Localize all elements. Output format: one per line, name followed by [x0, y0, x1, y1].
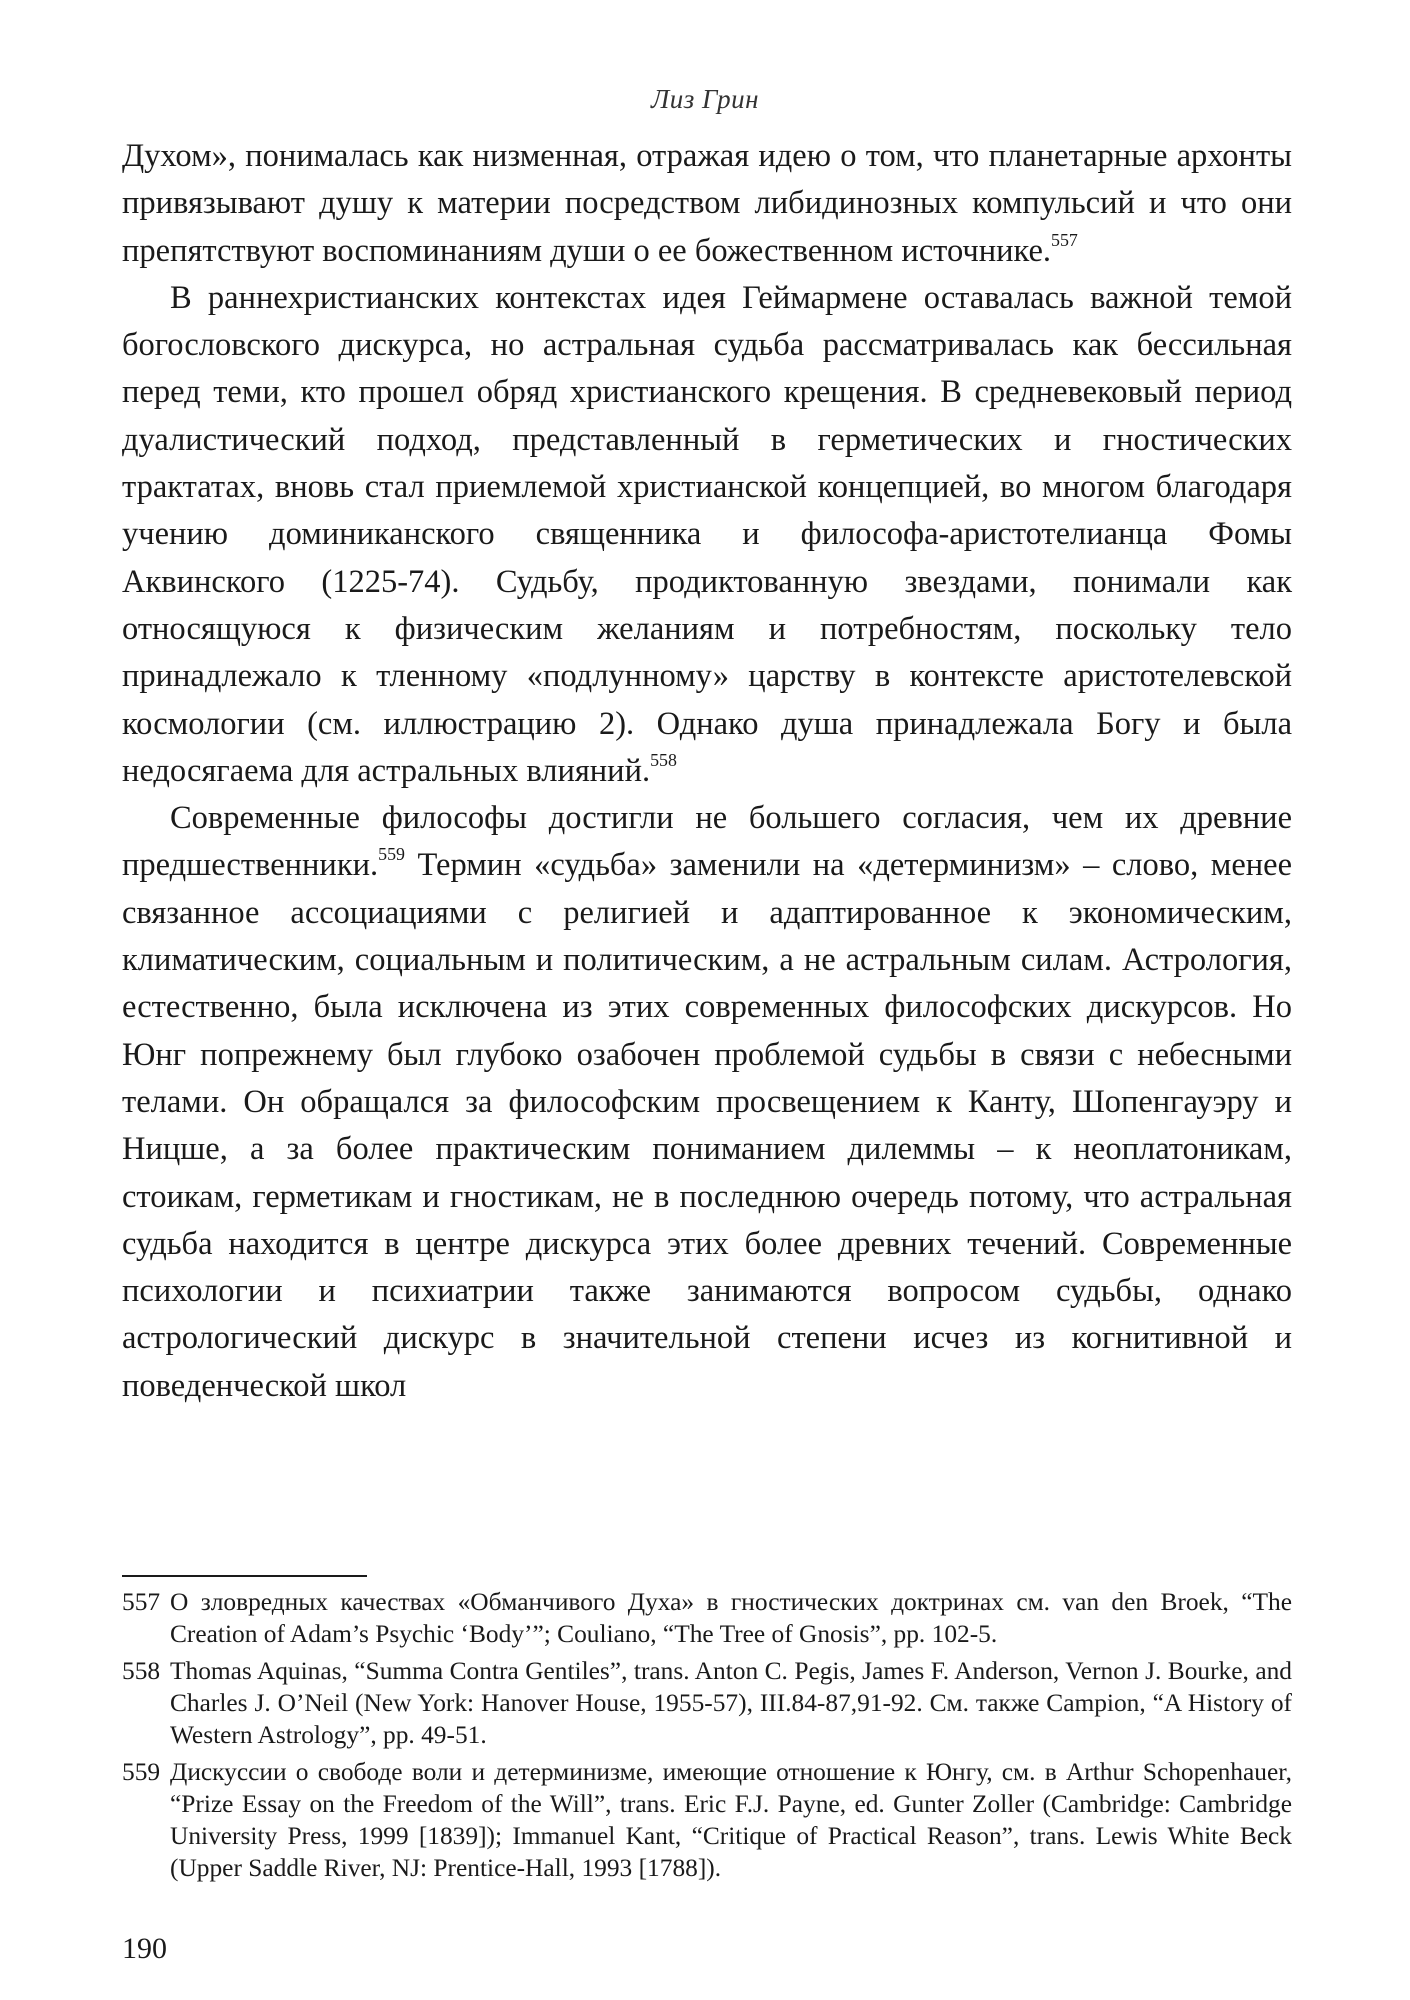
footnote-text: О зловредных качествах «Обманчивого Духа» в гностических доктринах см. van den Broek, “The Creation of Adam’s Psychic ‘Body’”; Couliano, “The Tree of Gnosis”, pp. 102-5. — [170, 1588, 1292, 1648]
footnote-ref-557[interactable]: 557 — [1051, 229, 1078, 250]
footnotes — [122, 1586, 1292, 1889]
paragraph-text: В раннехристианских контекстах идея Геймармене оставалась важной темой богословского дискурса, но астральная судьба рассматривалась как бессильная перед теми, кто прошел обряд христианского крещения. В средневековый период дуалистический подход, представленный в герметических и гностических трактатах, вновь стал приемлемой христианской концепцией, во многом благодаря учению доминиканского священника и философа-аристотелианца Фомы Аквинского (1225-74). Судьбу, продиктованную звездами, понимали как относящуюся к физическим желаниям и потребностям, поскольку тело принадлежало к тленному «подлунному» царству в контексте аристотелевской космологии (см. иллюстрацию 2). Однако душа принадлежала Богу и была недосягаема для астральных влияний. — [122, 279, 1292, 789]
footnote-text: Дискуссии о свободе воли и детерминизме, имеющие отношение к Юнгу, см. в Arthur Schopenhauer, “Prize Essay on the Freedom of the Will”, trans. Eric F.J. Payne, ed. Gunter Zoller (Cambridge: Cambridge University Press, 1999 [1839]); Immanuel Kant, “Critique of Practical Reason”, trans. Lewis White Beck (Upper Saddle River, NJ: Prentice-Hall, 1993 [1788]). — [170, 1758, 1292, 1882]
paragraph-text: Духом», понималась как низменная, отражая идею о том, что планетарные архонты привязывают душу к материи посредством либидинозных компульсий и что они препятствуют воспоминаниям души о ее божественном источнике. — [122, 138, 1292, 269]
footnote-text: Thomas Aquinas, “Summa Contra Gentiles”, trans. Anton C. Pegis, James F. Anderson, Vernon J. Bourke, and Charles J. O’Neil (New York: Hanover House, 1955-57), III.84-87,91-92. См. также Campion, “A History of Western Astrology”, pp. 49-51. — [170, 1657, 1292, 1749]
footnote-ref-559[interactable]: 559 — [378, 844, 405, 865]
footnote-separator — [122, 1575, 367, 1577]
footnote-number: 558 — [122, 1657, 161, 1685]
paragraph-text: Современные философы достигли не большего согласия, чем их древние предшественники. — [122, 800, 1292, 884]
paragraph-3 — [122, 795, 1292, 1410]
footnote-559 — [122, 1756, 1292, 1884]
paragraph-2 — [122, 275, 1292, 795]
paragraph-text: Термин «судьба» заменили на «детерминизм» – слово, менее связанное ассоциациями с религией и адаптированное к экономическим, климатическим, социальным и политическим, а не астральным силам. Астрология, естественно, была исключена из этих современных философских дискурсов. Но Юнг попрежнему был глубоко озабочен проблемой судьбы в связи с небесными телами. Он обращался за философским просвещением к Канту, Шопенгауэру и Ницше, а за более практическим пониманием дилеммы – к неоплатоникам, стоикам, герметикам и гностикам, не в последнюю очередь потому, что астральная судьба находится в центре дискурса этих более древних течений. Современные психологии и психиатрии также занимаются вопросом судьбы, однако астрологический дискурс в значительной степени исчез из когнитивной и поведенческой школ — [122, 847, 1292, 1404]
footnote-number: 557 — [122, 1588, 161, 1616]
page-number: 190 — [122, 1932, 167, 1965]
footnote-558 — [122, 1655, 1292, 1751]
footnote-number: 559 — [122, 1758, 161, 1786]
paragraph-1 — [122, 133, 1292, 275]
footnote-ref-558[interactable]: 558 — [650, 749, 677, 770]
footnote-557 — [122, 1586, 1292, 1650]
running-head: Лиз Грин — [650, 84, 760, 114]
main-text — [122, 133, 1292, 1410]
